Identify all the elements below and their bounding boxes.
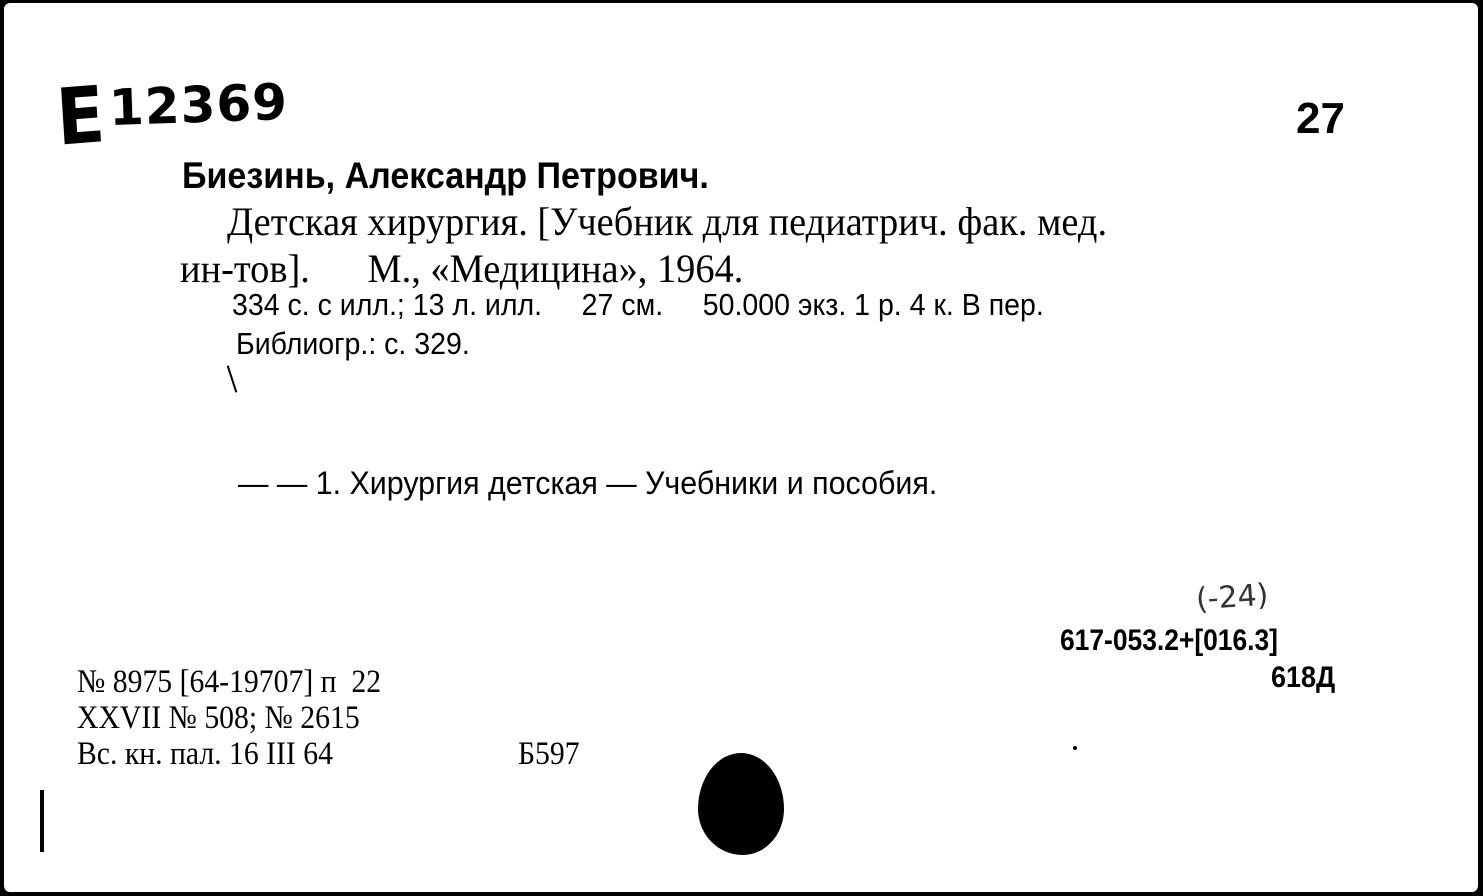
author-heading: Биезинь, Александр Петрович. [182,155,709,196]
registration-line-3: Вс. кн. пал. 16 III 64 [77,736,333,772]
punch-hole [698,753,784,855]
title-line-1: Детская хирургия. [Учебник для педиатрич. фак. мед. [227,199,1108,244]
call-number [54,72,288,162]
call-number-digits: 12369 [108,72,290,138]
call-number-letter: E [53,70,106,164]
udc-classification: 617-053.2+[016.3] [1060,624,1278,657]
dot-mark [1073,746,1077,750]
registration-line-2: XXVII № 508; № 2615 [77,700,360,736]
subject-heading: — — 1. Хирургия детская — Учебники и пособия. [238,465,938,501]
registration-line-1: № 8975 [64-19707] п 22 [77,664,382,700]
title-line-2: ин-тов]. М., «Медицина», 1964. [180,246,744,291]
author-mark: 618Д [1271,661,1336,694]
card-number: 27 [1296,94,1345,143]
printer-code: Б597 [518,736,580,772]
bibliography-note: Библиогр.: с. 329. [236,326,470,361]
physical-description: 334 с. с илл.; 13 л. илл. 27 см. 50.000 экз. 1 р. 4 к. В пер. [232,287,1044,322]
handwritten-note: (-24) [1194,577,1270,618]
left-edge-mark [40,790,44,852]
